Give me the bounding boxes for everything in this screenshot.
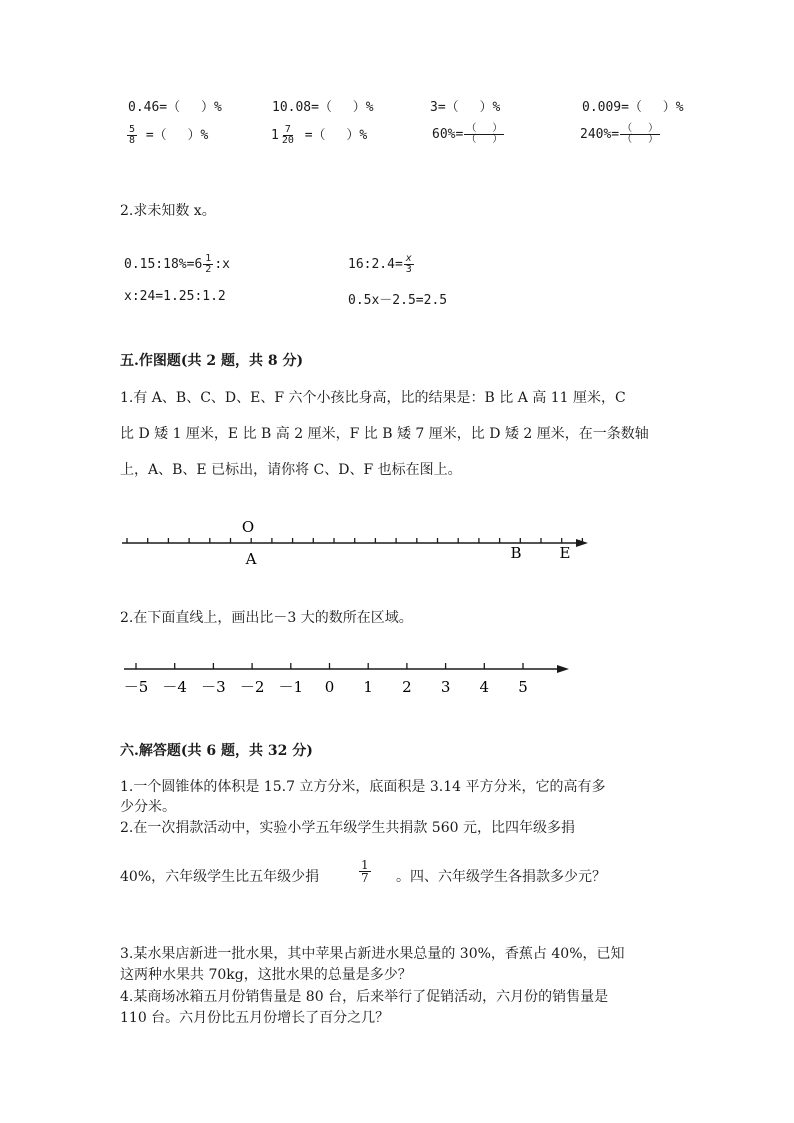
- conv-item-4: 0.009=（ ）%: [582, 100, 684, 115]
- equation-3: x:24=1.25:1.2: [124, 289, 226, 304]
- conv-item-5: $\frac{5}{8}$ =（ ）%: [129, 124, 209, 146]
- point-a-label: A: [245, 550, 257, 568]
- number-line-1: [118, 512, 598, 572]
- conv-item-3: 3=（ ）%: [430, 100, 501, 115]
- fraction: $\frac{1}{2}$: [205, 253, 212, 275]
- axis-tick-label: 2: [402, 678, 412, 696]
- axis-tick-label: －1: [278, 678, 304, 696]
- question-6-2-line-2a: 40%，六年级学生比五年级少捐: [120, 869, 320, 885]
- arrow-head-icon: [557, 665, 569, 673]
- conv-item-6: 1 $\frac{7}{20}$ =（ ）%: [271, 124, 368, 146]
- axis-tick-label: －3: [201, 678, 226, 696]
- axis-tick-labels: [124, 678, 528, 696]
- axis-tick-label: 4: [479, 678, 490, 696]
- fraction: $\frac{7}{20}$: [281, 124, 294, 146]
- point-e-label: E: [559, 544, 571, 562]
- axis-tick-label: 5: [518, 678, 528, 696]
- problem-5-1-line-3: 上，A、B、E 已标出，请你将 C、D、F 也标在图上。: [120, 462, 462, 478]
- problem-5-1-line-2: 比 D 矮 1 厘米，E 比 B 高 2 厘米，F 比 B 矮 7 厘米，比 D 矮 2 厘米，在一条数轴: [120, 426, 649, 442]
- section-6-heading: 六.解答题(共 6 题，共 32 分): [120, 743, 313, 759]
- equation-1: 0.15:18%=6 $\frac{1}{2}$ :x: [124, 253, 230, 275]
- solve-title: 2.求未知数 x。: [120, 203, 216, 219]
- section-5-heading: 五.作图题(共 2 题，共 8 分): [120, 353, 304, 369]
- axis-tick-label: 1: [363, 678, 373, 696]
- conv-item-2: 10.08=（ ）%: [272, 100, 374, 115]
- question-6-2-line-1: 2.在一次捐款活动中，实验小学五年级学生共捐款 560 元，比四年级多捐: [120, 820, 575, 836]
- conv-item-8: 240%= $\frac{( )}{( )}$: [580, 123, 659, 145]
- equation-2: 16:2.4= $\frac{x}{3}$: [348, 253, 412, 275]
- axis-tick-label: －2: [239, 678, 265, 696]
- fraction: $\frac{( )}{( )}$: [466, 123, 503, 145]
- equation-4: 0.5x－2.5=2.5: [348, 293, 448, 308]
- axis-tick-label: －5: [123, 678, 149, 696]
- axis-tick-label: 0: [324, 678, 335, 696]
- question-6-4-line-2: 110 台。六月份比五月份增长了百分之几？: [120, 1010, 390, 1026]
- fraction: $\frac{5}{8}$: [129, 124, 136, 146]
- fraction: $\frac{( )}{( )}$: [622, 123, 659, 145]
- conv-item-1: 0.46=（ ）%: [128, 100, 222, 115]
- question-6-2-fraction: $\frac{1}{7}$: [361, 858, 369, 885]
- number-line-2: [118, 656, 578, 700]
- question-6-1-line-2: 少分米。: [120, 799, 176, 815]
- origin-label: O: [241, 518, 255, 536]
- fraction: $\frac{x}{3}$: [405, 253, 412, 275]
- question-6-4-line-1: 4.某商场冰箱五月份销售量是 80 台，后来举行了促销活动，六月份的销售量是: [120, 989, 609, 1005]
- point-b-label: B: [510, 544, 522, 562]
- axis-tick-label: 3: [440, 678, 451, 696]
- question-6-3-line-1: 3.某水果店新进一批水果，其中苹果占新进水果总量的 30%，香蕉占 40%，已知: [120, 946, 625, 962]
- axis-tick-label: －4: [162, 678, 187, 696]
- conv-item-7: 60%= $\frac{( )}{( )}$: [432, 123, 503, 145]
- axis-ticks: [136, 663, 523, 669]
- question-6-2-line-2b: 。四、六年级学生各捐款多少元？: [396, 869, 606, 885]
- question-6-1-line-1: 1.一个圆锥体的体积是 15.7 立方分米，底面积是 3.14 平方分米，它的高有多: [120, 779, 606, 795]
- problem-5-1-line-1: 1.有 A、B、C、D、E、F 六个小孩比身高，比的结果是：B 比 A 高 11 厘米，C: [120, 390, 626, 406]
- question-6-3-line-2: 这两种水果共 70kg，这批水果的总量是多少？: [120, 967, 412, 983]
- problem-5-2: 2.在下面直线上，画出比－3 大的数所在区域。: [120, 610, 413, 626]
